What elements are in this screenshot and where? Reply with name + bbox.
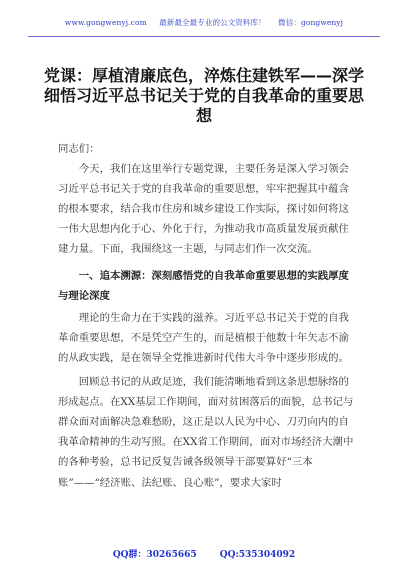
section-heading-1: 一、追本溯源：深刻感悟党的自我革命重要思想的实践厚度与理论深度 bbox=[58, 269, 349, 302]
document-body bbox=[58, 139, 358, 493]
paragraph-review: 回顾总书记的从政足迹，我们能清晰地看到这条思想脉络的形成起点。在XX基层工作期间，面对贫困落后的面貌，总书记与群众面对面解决急难愁盼，这正是以人民为中心、刀刃向内的自我革命精神的生动写照。在XX省工作期间，面对市场经济大潮中的各种考验，总书记反复告诫各级领导干部要算好“三本账”——“经济账、法纪账、良心账”，要求大家时 bbox=[58, 376, 354, 489]
header-wechat: 微信：gongwenyj bbox=[278, 18, 344, 27]
header-banner bbox=[0, 17, 408, 28]
header-tagline: 最新最全最专业的公文资料库！ bbox=[159, 18, 266, 27]
header-divider bbox=[28, 36, 380, 37]
salutation: 同志们： bbox=[58, 143, 100, 155]
footer-qq-group: QQ群：30265665 bbox=[112, 550, 197, 560]
paragraph-theory: 理论的生命力在于实践的滋养。习近平总书记关于党的自我革命重要思想，不是凭空产生的，而是植根于他数十年矢志不渝的从政实践，是在领导全党推进新时代伟大斗争中逐步形成的。 bbox=[58, 311, 349, 364]
paragraph-intro: 今天，我们在这里举行专题党课，主要任务是深入学习领会习近平总书记关于党的自我革命的重要思想，牢牢把握其中蕴含的根本要求，结合我市住房和城乡建设工作实际，探讨如何将这一伟大思想内化于心、外化于行，为推动我市高质量发展贡献住建力量。下面，我围绕这一主题，与同志们作一次交流。 bbox=[58, 163, 349, 256]
document-title: 党课：厚植清廉底色，淬炼住建铁军——深学细悟习近平总书记关于党的自我革命的重要思想 bbox=[44, 66, 365, 125]
header-site-url[interactable]: www.gongwenyj.com bbox=[64, 18, 147, 27]
footer-qq: QQ:535304092 bbox=[219, 550, 296, 560]
footer-contact bbox=[0, 547, 408, 560]
